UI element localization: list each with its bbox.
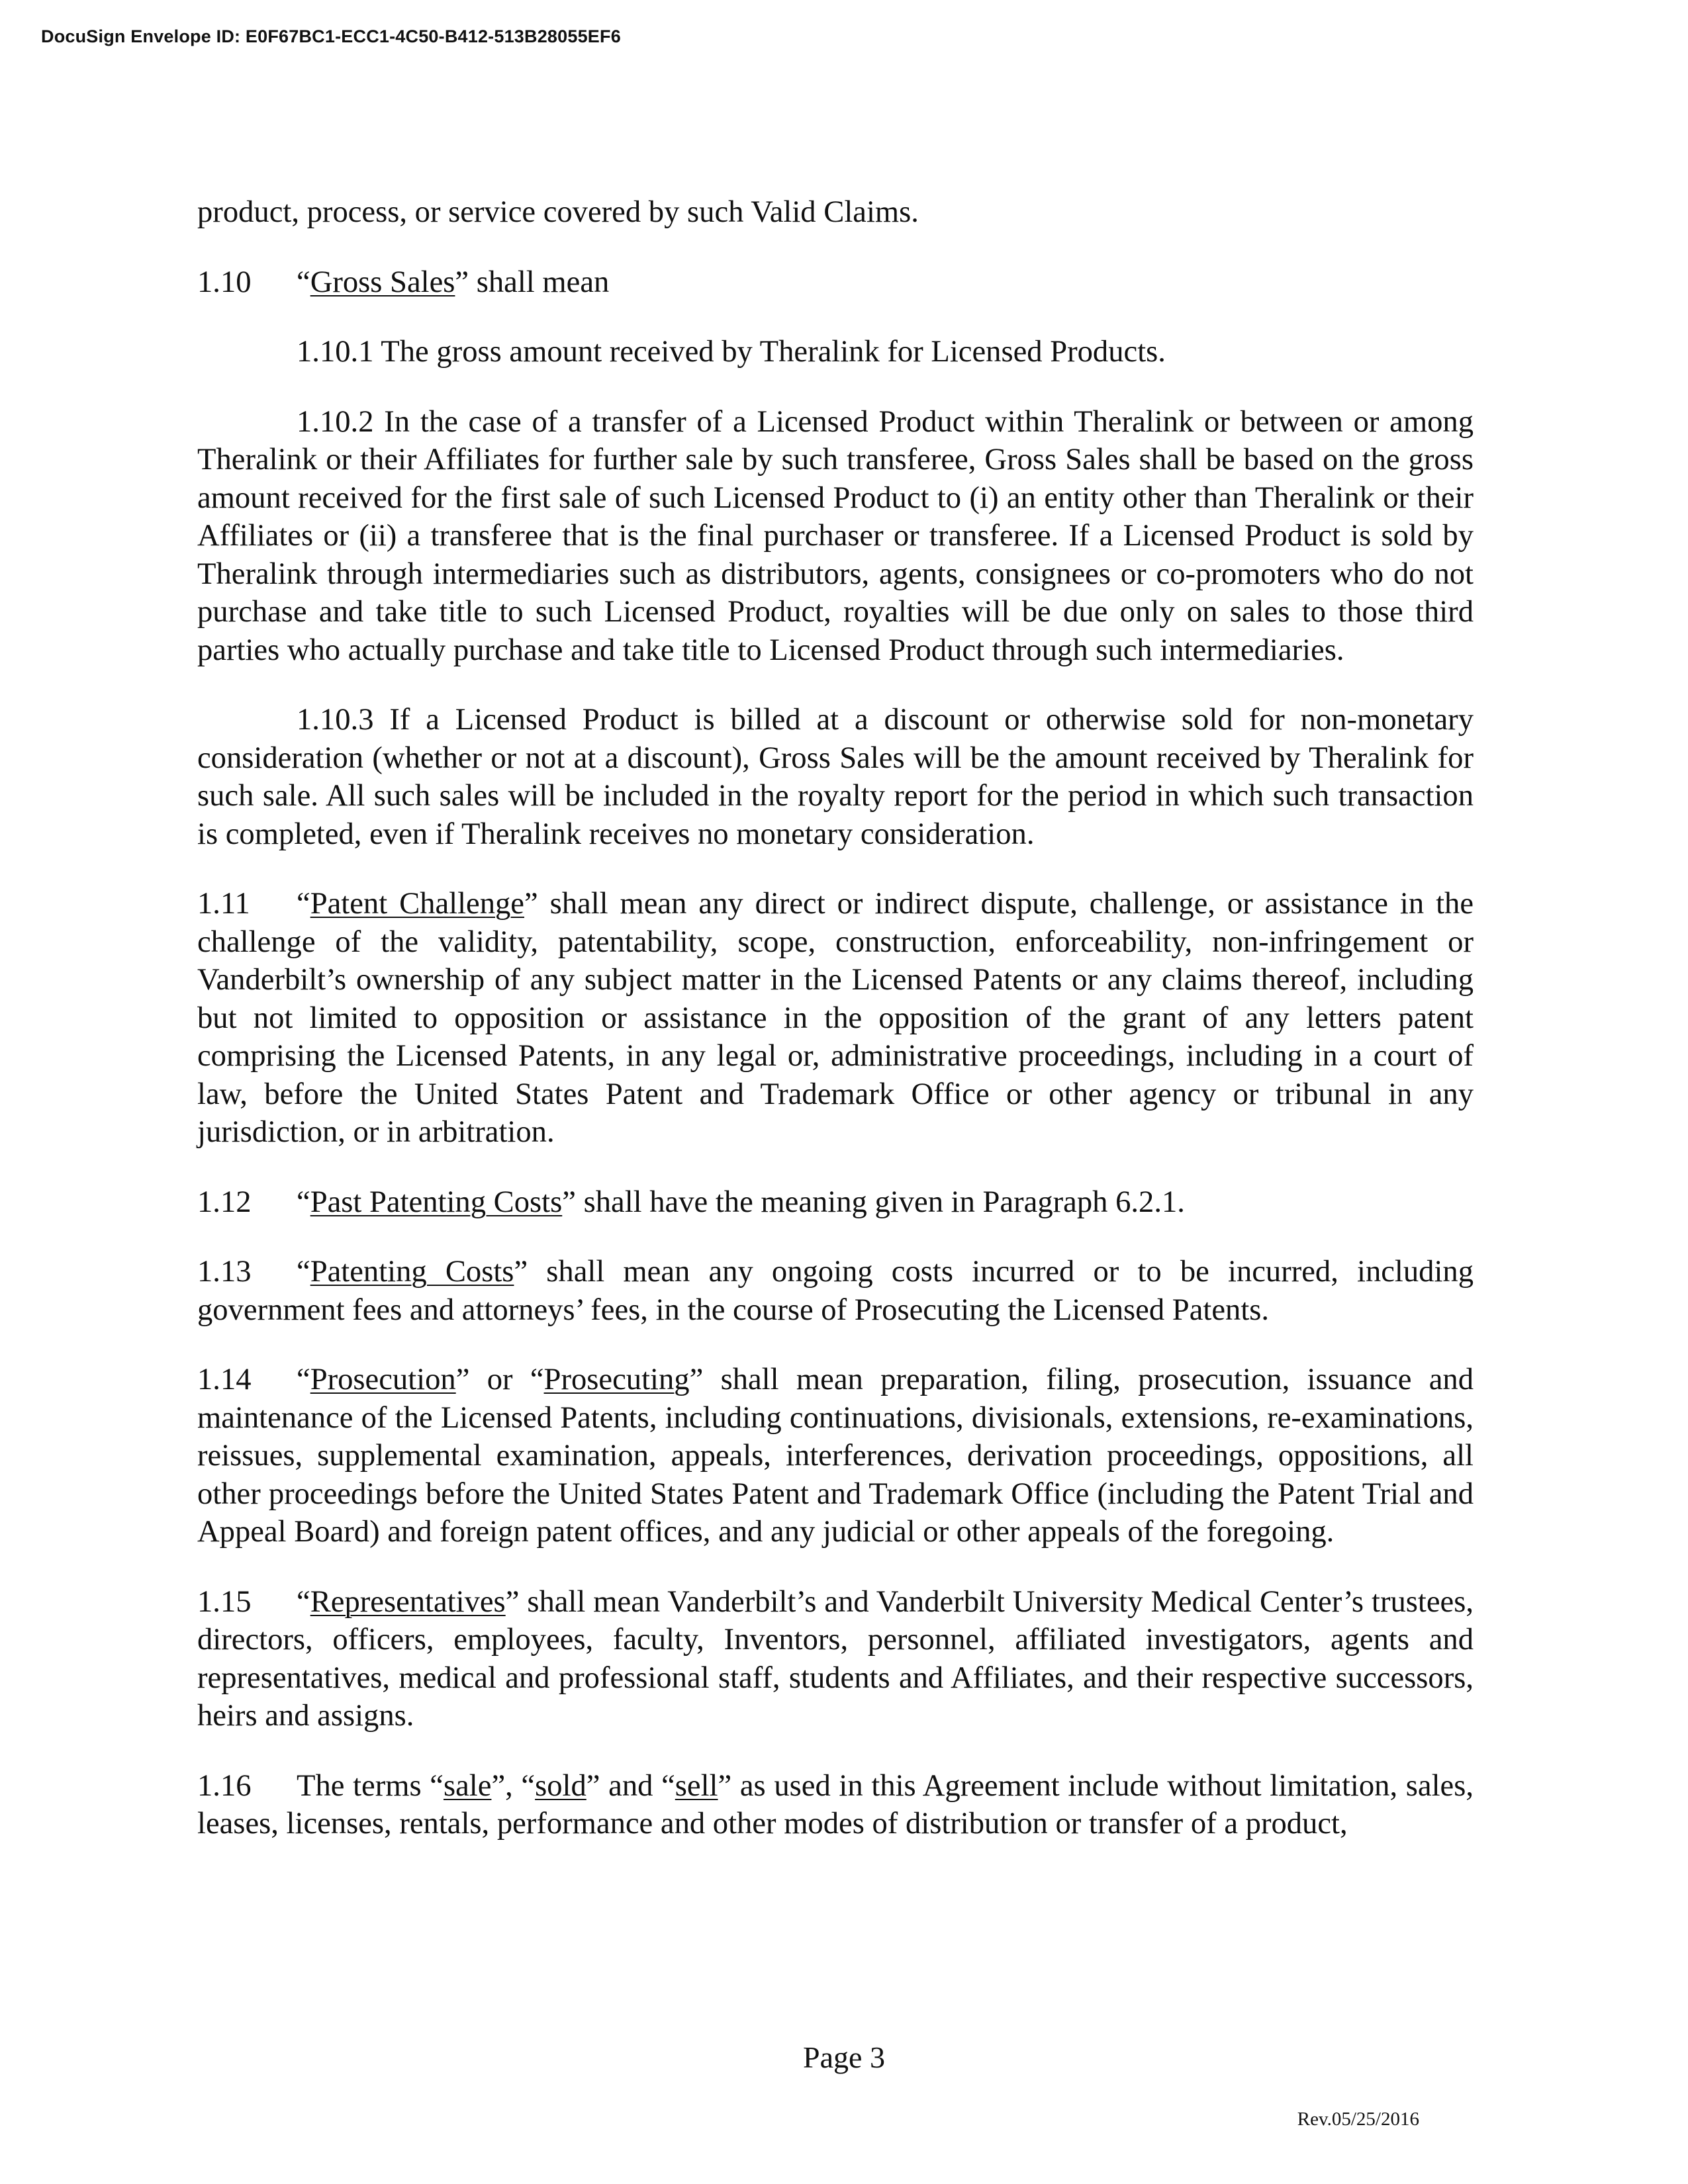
open-quote: “: [297, 1254, 310, 1289]
section-number: 1.16: [197, 1768, 252, 1803]
defined-term-sold: sold: [535, 1768, 586, 1803]
definition-1-11: [197, 885, 1474, 1152]
paragraph-continuation: product, process, or service covered by such Valid Claims.: [197, 195, 919, 229]
section-number: 1.11: [197, 886, 250, 921]
open-quote: “: [297, 1584, 310, 1619]
defined-term-sale: sale: [443, 1768, 492, 1803]
quote-separator: ” or “: [455, 1362, 544, 1396]
open-quote: “: [297, 1184, 310, 1219]
definition-1-13: [197, 1253, 1474, 1329]
definition-1-10-3: 1.10.3 If a Licensed Product is billed at a discount or otherwise sold for non-monetary consideration (whether or not at a discount), Gross Sales will be the amount received by Theralink for such sale. All such sales will be included in the royalty report for the period in which such transaction is completed, even if Theralink receives no monetary consideration.: [197, 702, 1474, 851]
document-body: [197, 193, 1474, 1875]
defined-term-patenting-costs: Patenting Costs: [310, 1254, 514, 1289]
revision-date: Rev.05/25/2016: [1297, 2109, 1419, 2130]
definition-text: ” shall have the meaning given in Paragraph 6.2.1.: [562, 1184, 1185, 1219]
defined-term-prosecution: Prosecution: [310, 1362, 456, 1396]
defined-term-gross-sales: Gross Sales: [310, 264, 455, 299]
definition-prefix: The terms “: [297, 1768, 444, 1803]
section-number: 1.10: [197, 264, 252, 299]
definition-text: ” shall mean: [455, 264, 610, 299]
definition-text: ” as used in this Agreement include without limitation, sales, leases, licenses, rentals, performance and other modes of distribution or transfer of a product,: [197, 1768, 1474, 1841]
definition-text: ” shall mean Vanderbilt’s and Vanderbilt University Medical Center’s trustees, directors, officers, employees, faculty, Inventors, personnel, affiliated investigators, agents and representatives, medical and professional staff, students and Affiliates, and their respective successors, heirs and assigns.: [197, 1584, 1474, 1733]
page-number: Page 3: [803, 2040, 885, 2074]
definition-1-14: [197, 1361, 1474, 1551]
defined-term-prosecuting: Prosecuting: [543, 1362, 690, 1396]
defined-term-representatives: Representatives: [310, 1584, 506, 1619]
definition-text: ” shall mean preparation, filing, prosecution, issuance and maintenance of the Licensed Patents, including continuations, divisionals, extensions, re-examinations, reissues, supplemental examination, appeals, interferences, derivation proceedings, oppositions, all other proceedings before the United States Patent and Trademark Office (including the Patent Trial and Appeal Board) and foreign patent offices, and any judicial or other appeals of the foregoing.: [197, 1362, 1474, 1549]
definition-1-16: [197, 1767, 1474, 1843]
defined-term-patent-challenge: Patent Challenge: [310, 886, 524, 921]
open-quote: “: [297, 264, 310, 299]
open-quote: “: [297, 1362, 310, 1396]
definition-text: ” shall mean any direct or indirect dispute, challenge, or assistance in the challenge of the validity, patentability, scope, construction, enforceability, non-infringement or Vanderbilt’s ownership of any subject matter in the Licensed Patents or any claims thereof, including but not limited to opposition or assistance in the opposition of the grant of any letters patent comprising the Licensed Patents, in any legal or, administrative proceedings, including in a court of law, before the United States Patent and Trademark Office or other agency or tribunal in any jurisdiction, or in arbitration.: [197, 886, 1474, 1149]
open-quote: “: [297, 886, 310, 921]
section-number: 1.13: [197, 1254, 252, 1289]
section-number: 1.15: [197, 1584, 252, 1619]
defined-term-past-patenting-costs: Past Patenting Costs: [310, 1184, 563, 1219]
quote-separator: ” and “: [586, 1768, 675, 1803]
quote-separator: ”, “: [491, 1768, 536, 1803]
docusign-envelope-id: DocuSign Envelope ID: E0F67BC1-ECC1-4C50-B412-513B28055EF6: [41, 26, 621, 46]
section-number: 1.14: [197, 1362, 252, 1396]
definition-text: ” shall mean any ongoing costs incurred or to be incurred, including government fees and attorneys’ fees, in the course of Prosecuting the Licensed Patents.: [197, 1254, 1474, 1327]
defined-term-sell: sell: [675, 1768, 718, 1803]
definition-1-12: [197, 1183, 1474, 1222]
definition-1-10-1: 1.10.1 The gross amount received by Theralink for Licensed Products.: [297, 334, 1166, 369]
definition-1-15: [197, 1583, 1474, 1735]
definition-1-10: [197, 263, 1474, 302]
section-number: 1.12: [197, 1184, 252, 1219]
definition-1-10-2: 1.10.2 In the case of a transfer of a Licensed Product within Theralink or between or among Theralink or their Affiliates for further sale by such transferee, Gross Sales shall be based on the gross amount received for the first sale of such Licensed Product to (i) an entity other than Theralink or their Affiliates or (ii) a transferee that is the final purchaser or transferee. If a Licensed Product is sold by Theralink through intermediaries such as distributors, agents, consignees or co-promoters who do not purchase and take title to such Licensed Product, royalties will be due only on sales to those third parties who actually purchase and take title to Licensed Product through such intermediaries.: [197, 404, 1474, 667]
